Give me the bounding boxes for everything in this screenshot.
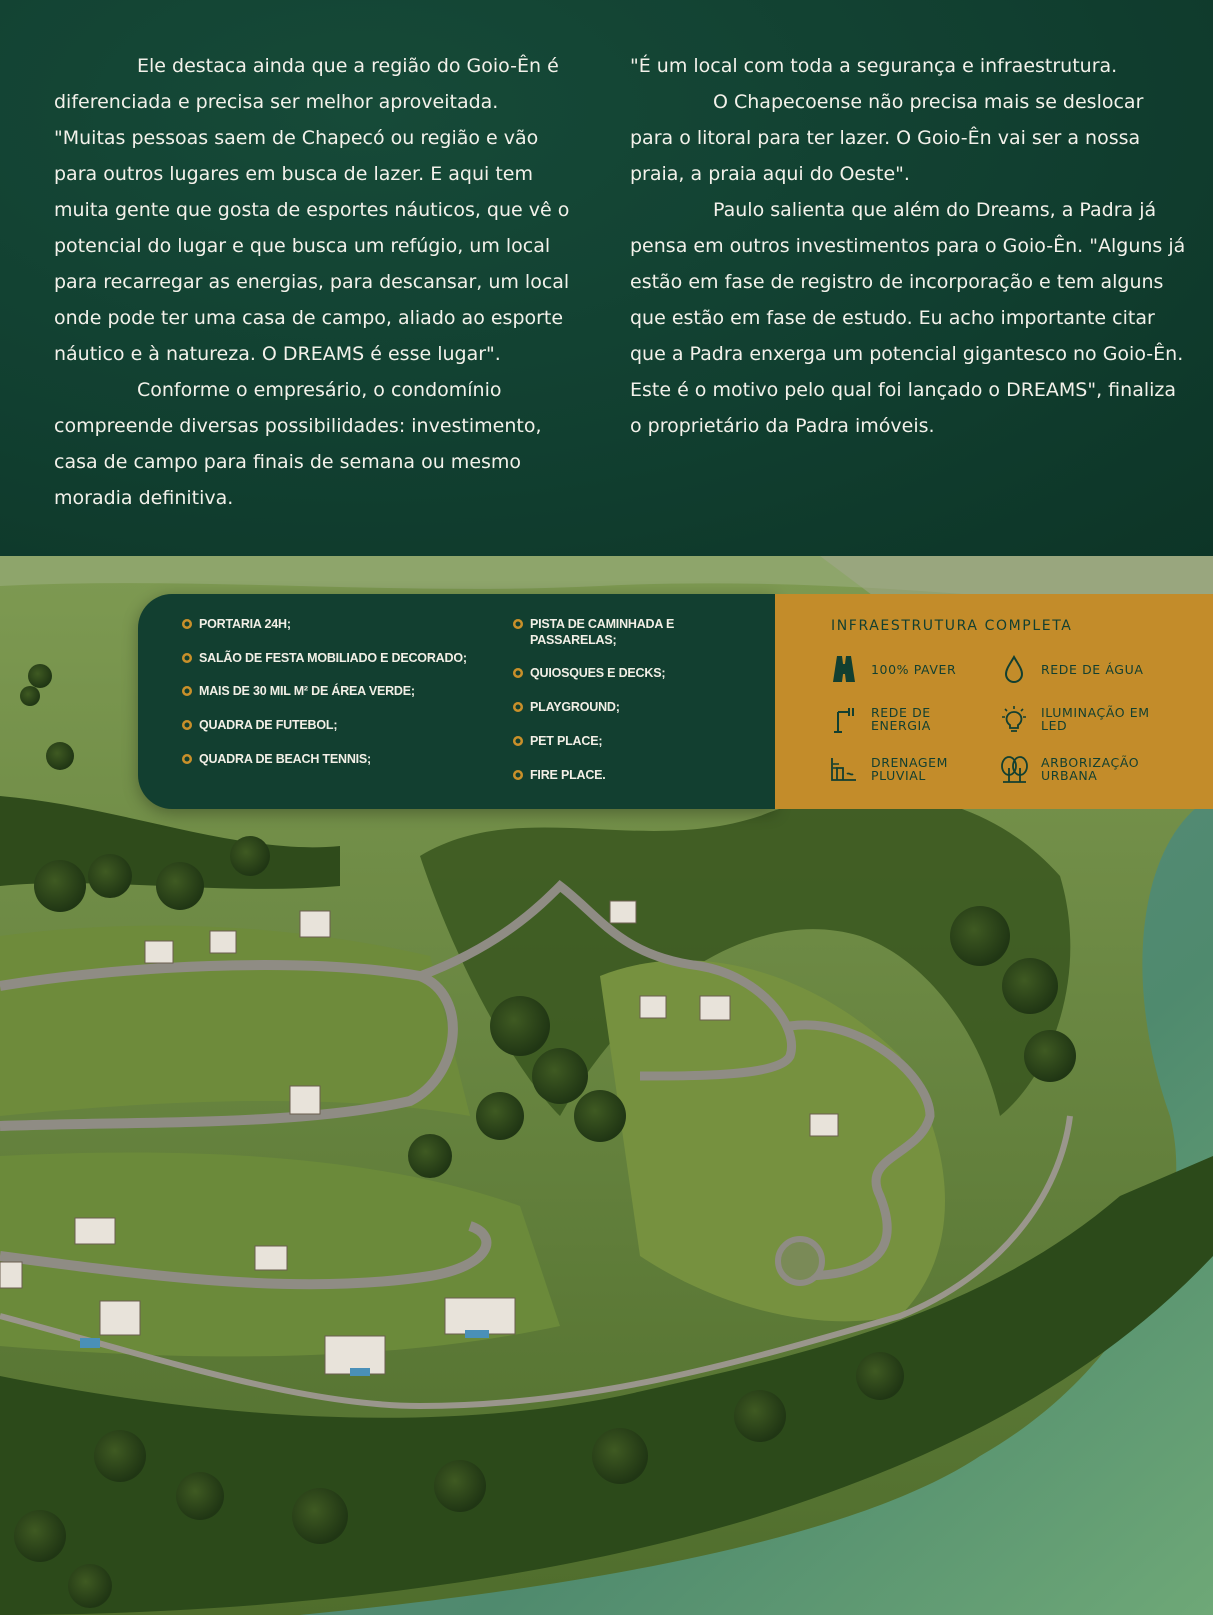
list-item: QUIOSQUES E DECKS; [513,665,763,681]
list-item: QUADRA DE FUTEBOL; [182,717,472,733]
infra-item-drainage: DRENAGEM PLUVIAL [829,754,981,784]
paragraph: Paulo salienta que além do Dreams, a Padra já pensa em outros investimentos para o Goio-Ên. "Alguns já estão em fase de registro de incorporação e tem alguns que estão em fase de estudo. Eu acho importante citar que a Padra enxerga um potencial gigantesco no Goio-Ên. Este é o motivo pelo qual foi lançado o DREAMS", finaliza o proprietário da Padra imóveis. [630,199,1186,437]
text-section [0,0,1213,556]
infrastructure-panel [775,594,1213,809]
bullet-icon [182,686,192,696]
infra-item-trees: ARBORIZAÇÃO URBANA [999,754,1151,784]
water-drop-icon [999,654,1029,684]
list-item: SALÃO DE FESTA MOBILIADO E DECORADO; [182,650,472,666]
bullet-icon [182,653,192,663]
light-bulb-icon [999,704,1029,734]
infrastructure-title: INFRAESTRUTURA COMPLETA [831,618,1073,634]
article-column-right [630,48,1190,444]
list-item: PLAYGROUND; [513,699,763,715]
bullet-icon [513,702,523,712]
list-item: PISTA DE CAMINHADA E PASSARELAS; [513,616,763,648]
paragraph: O Chapecoense não precisa mais se deslocar para o litoral para ter lazer. O Goio-Ên vai ser a nossa praia, a praia aqui do Oeste". [630,91,1144,185]
paragraph: Ele destaca ainda que a região do Goio-Ên é diferenciada e precisa ser melhor aproveitada. "Muitas pessoas saem de Chapecó ou região e vão para outros lugares em busca de lazer. E aqui tem muita gente que gosta de esportes náuticos, que vê o potencial do lugar e que busca um refúgio, um local para recarregar as energias, para descansar, um local onde pode ter uma casa de campo, aliado ao esporte náutico e à natureza. O DREAMS é esse lugar". [54,55,570,365]
infra-item-lighting: ILUMINAÇÃO EM LED [999,704,1151,734]
paragraph: "É um local com toda a segurança e infraestrutura. [630,55,1118,77]
bullet-icon [182,619,192,629]
bullet-icon [513,736,523,746]
trees-icon [999,754,1029,784]
amenities-panel [138,594,775,809]
amenities-list-right [513,616,763,801]
bullet-icon [513,668,523,678]
bullet-icon [182,754,192,764]
infra-item-energy: REDE DE ENERGIA [829,704,981,734]
list-item: PET PLACE; [513,733,763,749]
bullet-icon [513,619,523,629]
list-item: MAIS DE 30 MIL M² DE ÁREA VERDE; [182,683,472,699]
road-icon [829,654,859,684]
list-item: QUADRA DE BEACH TENNIS; [182,751,472,767]
drainage-icon [829,754,859,784]
bullet-icon [513,770,523,780]
infra-item-water: REDE DE ÁGUA [999,654,1151,684]
amenities-list-left [182,616,472,785]
paragraph: Conforme o empresário, o condomínio compreende diversas possibilidades: investimento, casa de campo para finais de semana ou mesmo moradia definitiva. [54,379,542,509]
list-item: PORTARIA 24H; [182,616,472,632]
article-column-left [54,48,574,516]
infra-item-paver: 100% PAVER [829,654,981,684]
list-item: FIRE PLACE. [513,767,763,783]
bullet-icon [182,720,192,730]
power-pole-icon [829,704,859,734]
